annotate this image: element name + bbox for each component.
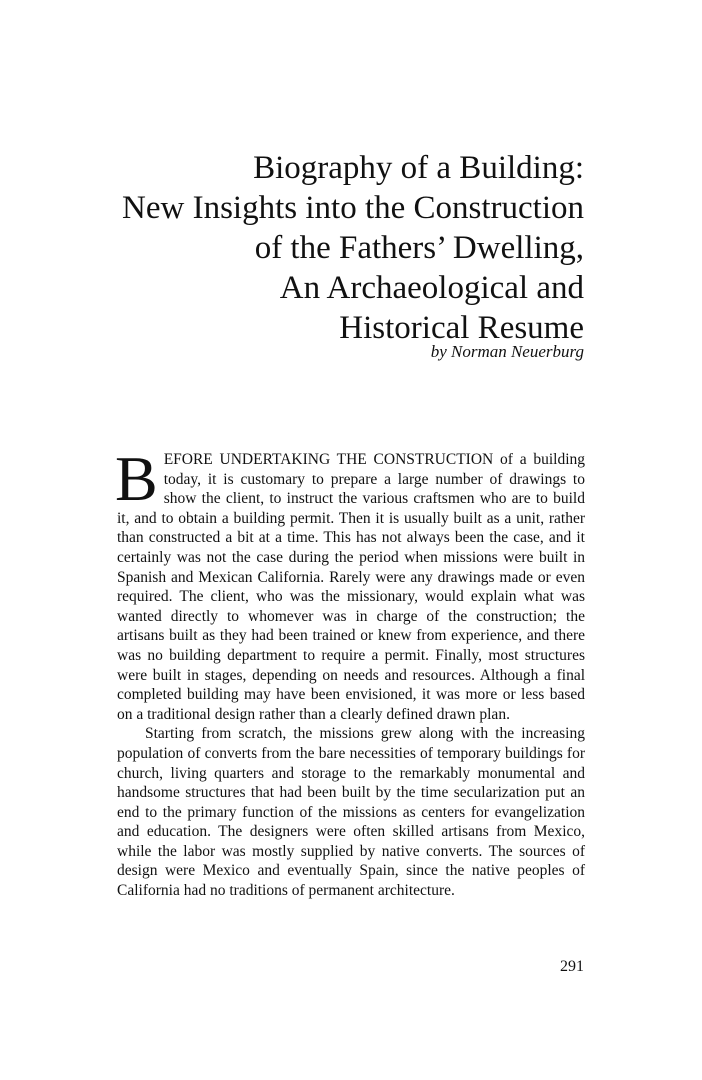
title-line: An Archaeological and	[279, 270, 584, 306]
paragraph: Starting from scratch, the missions grew along with the increasing population of converts from the bare necessities of temporary buildings for church, living quarters and storage to the remarkably monumental and handsome structures that had been built by the time secularization put an end to the primary function of the missions as centers for evangelization and education. The designers were often skilled artisans from Mexico, while the labor was mostly supplied by native converts. The sources of design were Mexico and eventually Spain, since the native peoples of California had no traditions of permanent architecture.	[117, 725, 585, 900]
lead-in: EFORE UNDERTAKING THE CONSTRUCTION	[163, 451, 494, 468]
article-title	[64, 148, 584, 348]
title-line: Biography of a Building:	[253, 150, 584, 186]
paragraph	[115, 443, 585, 724]
paragraph-text: of a building today, it is customary to prepare a large number of drawings to show the client, to instruct the various craftsmen who are to build it, and to obtain a building permit. Then it is usually built as a unit, rather than constructed a bit at a time. This has not always been the case, and it certainly was not the case during the period when missions were built in Spanish and Mexican California. Rarely were any drawings made or even required. The client, who was the missionary, would explain what was wanted directly to whomever was in charge of the construction; the artisans built as they had been trained or knew from experience, and there was no building department to require a permit. Finally, most structures were built in stages, depending on needs and resources. Although a final completed building may have been envisioned, it was more or less based on a traditional design rather than a clearly defined drawn plan.	[117, 451, 585, 723]
byline: by Norman Neuerburg	[430, 342, 584, 361]
dropcap: B	[115, 443, 158, 514]
page-number: 291	[560, 958, 584, 975]
article-body	[115, 443, 585, 901]
title-line: Historical Resume	[339, 310, 584, 346]
title-line: of the Fathers’ Dwelling,	[254, 230, 584, 266]
title-line: New Insights into the Construction	[122, 190, 584, 226]
